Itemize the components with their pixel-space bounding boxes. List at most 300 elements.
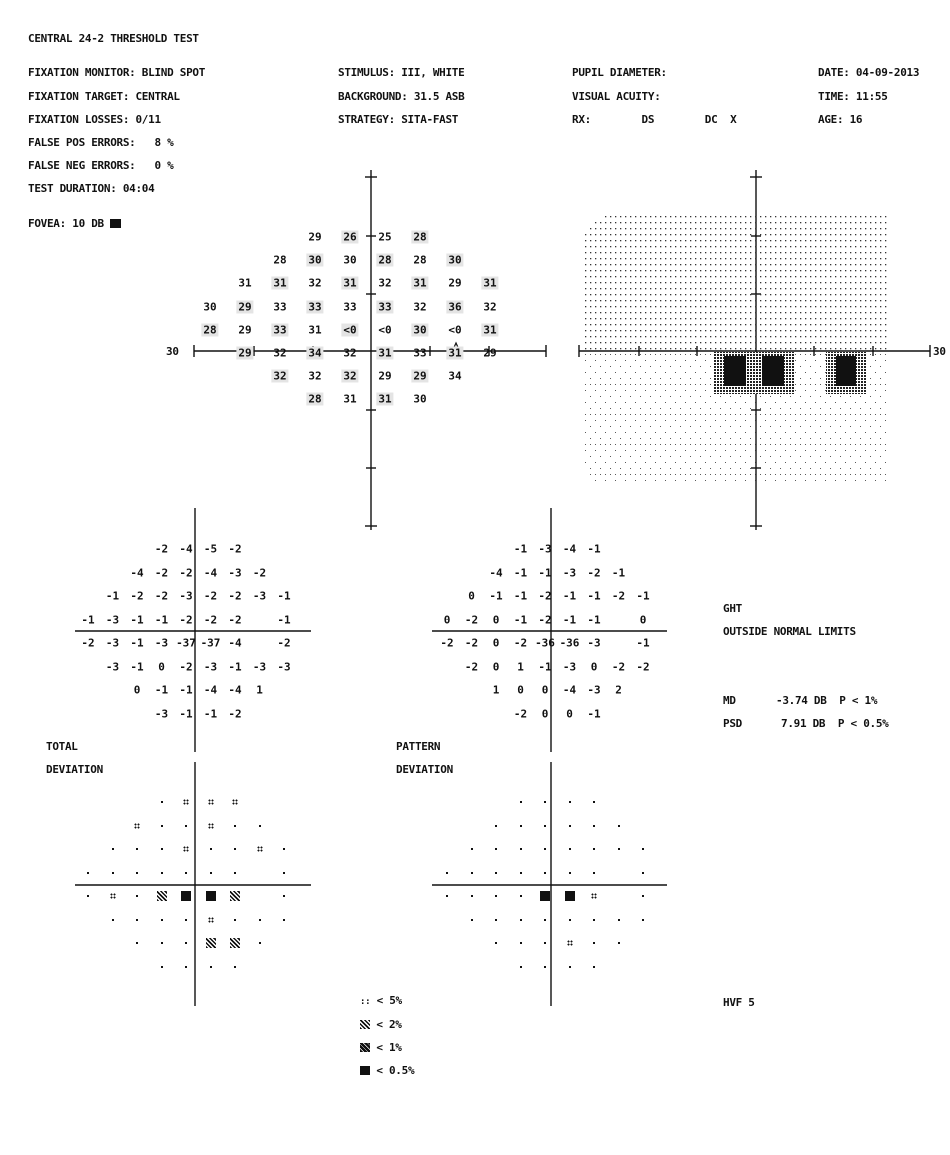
dot-icon [157, 797, 167, 807]
grid-value: 0 [517, 683, 524, 697]
grid-value: -36 [535, 636, 555, 650]
grid-value: -2 [154, 589, 169, 603]
grid-value: -2 [587, 566, 601, 579]
grid-value: -2 [636, 660, 650, 673]
grid-value: -2 [203, 589, 218, 603]
p5-icon [206, 797, 216, 807]
dot-icon [442, 868, 452, 878]
dot-icon [206, 868, 216, 878]
dot-icon [83, 868, 93, 878]
grid-value: -2 [228, 589, 242, 603]
dot-icon [108, 844, 118, 854]
grid-value: -3 [154, 707, 169, 720]
dot-icon [181, 915, 191, 925]
grid-value: 0 [492, 636, 500, 650]
dot-icon [132, 844, 142, 854]
grid-value: 1 [517, 660, 524, 673]
grid-value: -3 [562, 566, 577, 579]
dot-icon [230, 915, 240, 925]
legend-item-1: < 1% [360, 1041, 402, 1055]
dot-icon [181, 821, 191, 831]
dot-icon [589, 844, 599, 854]
grid-value: -2 [464, 660, 479, 673]
grid-value: 33 [308, 300, 322, 314]
grid-value: 2 [615, 683, 622, 697]
p05-icon [206, 891, 216, 901]
stimulus: STIMULUS: III, WHITE [338, 66, 465, 79]
p2-icon [230, 938, 240, 948]
dot-icon [108, 915, 118, 925]
grid-value: 34 [308, 346, 322, 360]
solid-square-icon [360, 1066, 370, 1075]
dot-icon [516, 844, 526, 854]
grid-value: -2 [277, 636, 291, 650]
grid-value: -4 [562, 683, 577, 697]
grid-value: 0 [468, 589, 475, 603]
dot-icon [491, 821, 501, 831]
dot-icon [614, 844, 624, 854]
dot-icon [255, 821, 265, 831]
background: BACKGROUND: 31.5 ASB [338, 90, 465, 103]
dot-icon [157, 821, 167, 831]
grid-value: -1 [513, 542, 528, 556]
grid-value: 30 [203, 300, 217, 314]
p5-icon [181, 797, 191, 807]
test-duration: TEST DURATION: 04:04 [28, 182, 155, 195]
p05-icon [565, 891, 575, 901]
grid-value: -3 [228, 566, 242, 579]
grid-value: -1 [562, 589, 577, 603]
grid-value: 29 [378, 369, 392, 383]
grid-value: -1 [587, 542, 601, 556]
grid-value: 28 [378, 253, 392, 267]
grid-value: -1 [538, 566, 552, 579]
grid-value: -4 [203, 683, 218, 697]
dot-icon [516, 915, 526, 925]
dot-icon [132, 938, 142, 948]
grid-value: 0 [158, 660, 165, 673]
grid-value: -3 [105, 613, 120, 626]
grid-value: -2 [81, 636, 95, 650]
p5-icon [132, 821, 142, 831]
md-label: MD [723, 694, 736, 707]
dot-icon [491, 938, 501, 948]
grid-value: 29 [238, 323, 252, 337]
grid-value: -2 [130, 589, 144, 603]
fovea-value: FOVEA: 10 DB [28, 217, 121, 231]
grid-value: -2 [611, 589, 626, 603]
visual-acuity: VISUAL ACUITY: [572, 90, 661, 103]
dot-icon [516, 962, 526, 972]
grid-value: -2 [228, 613, 242, 626]
rx: RX: DS DC X [572, 113, 737, 126]
grid-value: -2 [464, 636, 479, 650]
total-label: TOTAL [46, 740, 78, 753]
grid-value: 30 [343, 253, 357, 267]
grid-value: -1 [105, 589, 120, 603]
grid-value: -3 [105, 636, 120, 650]
grid-value: -3 [562, 660, 577, 673]
psd-value: 7.91 DB P < 0.5% [781, 717, 889, 730]
grayscale-axis-label-right: 30 [933, 345, 946, 358]
grid-value: 36 [448, 300, 462, 314]
p5-icon [108, 891, 118, 901]
grid-value: 30 [448, 253, 462, 267]
grid-value: -2 [440, 636, 454, 650]
dot-icon [565, 868, 575, 878]
dot-icon [565, 915, 575, 925]
grid-value: 26 [343, 230, 357, 244]
grid-value: 33 [378, 300, 392, 314]
dot-icon [255, 938, 265, 948]
p5-icon [565, 938, 575, 948]
grid-value: 30 [413, 323, 427, 337]
dot-icon [157, 844, 167, 854]
dot-icon [540, 821, 550, 831]
dot-icon [181, 938, 191, 948]
grid-value: -1 [587, 589, 601, 603]
p5-icon [206, 915, 216, 925]
p5-icon [206, 821, 216, 831]
grid-value: 0 [443, 613, 451, 626]
grid-value: 31 [343, 392, 357, 406]
grid-value: -1 [203, 707, 218, 720]
dot-icon [467, 844, 477, 854]
grid-value: -1 [587, 613, 601, 626]
grid-value: -3 [252, 660, 267, 673]
dot-icon [491, 915, 501, 925]
grid-value: -2 [464, 613, 479, 626]
grid-value: -3 [587, 636, 601, 650]
dot-icon [132, 868, 142, 878]
dot-icon [157, 868, 167, 878]
dot-icon [181, 868, 191, 878]
dense-checker-icon [360, 1043, 370, 1052]
grid-value: -2 [179, 566, 193, 579]
dot-icon [565, 821, 575, 831]
grid-value: -3 [105, 660, 120, 673]
grid-value: -1 [228, 660, 242, 673]
p5-icon [230, 797, 240, 807]
dot-icon [516, 797, 526, 807]
grid-value: -1 [587, 707, 601, 720]
grid-value: 28 [273, 253, 287, 267]
grid-value: 0 [590, 660, 598, 673]
grid-value: 28 [413, 230, 427, 244]
grid-value: 31 [378, 346, 392, 360]
dot-icon [540, 962, 550, 972]
grid-value: 33 [413, 346, 427, 360]
dot-icon [181, 962, 191, 972]
dot-icon [206, 962, 216, 972]
dot-icon [614, 915, 624, 925]
grid-value: 29 [238, 300, 252, 314]
grid-value: 34 [448, 369, 462, 383]
grid-value: -1 [154, 613, 169, 626]
grid-value: <0 [343, 323, 357, 337]
dot-icon [614, 938, 624, 948]
dot-icon [516, 938, 526, 948]
dot-icon [565, 797, 575, 807]
dot-icon [442, 891, 452, 901]
strategy: STRATEGY: SITA-FAST [338, 113, 459, 126]
grid-value: 0 [492, 613, 500, 626]
grid-value: 29 [413, 369, 427, 383]
dot-icon [157, 915, 167, 925]
grid-value: 0 [492, 660, 500, 673]
grid-value: -4 [228, 636, 242, 650]
dot-icon [540, 797, 550, 807]
grid-value: 1 [256, 683, 263, 697]
grid-value: -5 [203, 542, 218, 556]
fixation-target: FIXATION TARGET: CENTRAL [28, 90, 180, 103]
test-title: CENTRAL 24-2 THRESHOLD TEST [28, 32, 199, 45]
patient-age: AGE: 16 [818, 113, 863, 126]
grid-value: -3 [252, 589, 267, 603]
dot-icon [467, 891, 477, 901]
grid-value: -2 [611, 660, 626, 673]
p5-icon [255, 844, 265, 854]
dot-icon [132, 891, 142, 901]
grid-value: 28 [203, 323, 217, 337]
pattern-deviation-label: DEVIATION [396, 763, 453, 776]
dot-icon [589, 797, 599, 807]
grid-value: <0 [448, 323, 462, 337]
dot-icon [540, 915, 550, 925]
grid-value: -2 [228, 707, 242, 720]
dot-icon [638, 844, 648, 854]
grid-value: -1 [130, 613, 144, 626]
dot-icon [589, 821, 599, 831]
grid-value: 32 [413, 300, 427, 314]
grid-value: -3 [154, 636, 169, 650]
grid-value: 31 [238, 276, 252, 290]
grid-value: -1 [179, 707, 193, 720]
ght-title: GHT [723, 602, 742, 615]
p2-icon [157, 891, 167, 901]
grid-value: -1 [81, 613, 95, 626]
grid-value: -2 [203, 613, 218, 626]
dot-icon [638, 868, 648, 878]
grid-value: -1 [130, 636, 144, 650]
dot-icon [157, 962, 167, 972]
dot-icon [279, 891, 289, 901]
grid-value: -4 [179, 542, 193, 556]
pattern-label: PATTERN [396, 740, 441, 753]
grid-value: -1 [513, 613, 528, 626]
fixation-monitor: FIXATION MONITOR: BLIND SPOT [28, 66, 206, 79]
dot-icon [589, 938, 599, 948]
grid-value: 32 [343, 346, 357, 360]
grid-value: -2 [228, 542, 242, 556]
grid-value: 1 [492, 683, 500, 697]
grid-value: -2 [154, 542, 169, 556]
grid-value: -1 [277, 613, 291, 626]
dot-icon [589, 915, 599, 925]
grid-value: 29 [483, 346, 497, 360]
grid-value: -37 [176, 636, 196, 650]
dot-icon [230, 962, 240, 972]
md-value: -3.74 DB P < 1% [776, 694, 878, 707]
dot-icon [255, 915, 265, 925]
grid-value: 0 [541, 683, 549, 697]
grid-value: -1 [636, 636, 650, 650]
grid-value: -2 [513, 707, 528, 720]
psd-label: PSD [723, 717, 742, 730]
grid-value: -3 [538, 542, 552, 556]
grid-value: 30 [308, 253, 322, 267]
grid-value: -2 [513, 636, 528, 650]
grid-value: 32 [308, 276, 322, 290]
grid-value: 33 [273, 323, 287, 337]
grid-value: -1 [636, 589, 650, 603]
dot-icon [467, 868, 477, 878]
dot-icon [491, 891, 501, 901]
grid-value: 30 [413, 392, 427, 406]
p5-icon [181, 844, 191, 854]
dot-icon [589, 868, 599, 878]
dot-icon [516, 821, 526, 831]
grid-value: <0 [378, 323, 392, 337]
dot-icon [108, 868, 118, 878]
dot-icon [565, 962, 575, 972]
p5-icon [589, 891, 599, 901]
grid-value: 33 [273, 300, 287, 314]
grid-value: -4 [489, 566, 503, 579]
grid-value: -1 [538, 660, 552, 673]
grid-value: 32 [308, 369, 322, 383]
grid-value: -3 [179, 589, 193, 603]
grid-value: -2 [179, 613, 193, 626]
dot-icon [589, 962, 599, 972]
grid-value: -1 [130, 660, 144, 673]
false-pos-errors: FALSE POS ERRORS: 8 % [28, 136, 174, 149]
p05-icon [181, 891, 191, 901]
grid-value: -4 [130, 566, 144, 579]
total-deviation-label: DEVIATION [46, 763, 103, 776]
dot-icon [230, 868, 240, 878]
dot-icon [230, 844, 240, 854]
grid-value: 31 [308, 323, 322, 337]
grid-value: -3 [203, 660, 218, 673]
grid-value: -2 [538, 613, 552, 626]
dot-icon [83, 891, 93, 901]
legend-item-5: :: < 5% [360, 994, 402, 1007]
grid-value: 32 [273, 346, 287, 360]
grid-value: -4 [562, 542, 577, 556]
dot-icon [491, 868, 501, 878]
grid-value: -1 [562, 613, 577, 626]
hvf-version: HVF 5 [723, 996, 755, 1009]
p2-icon [230, 891, 240, 901]
grid-value: 0 [566, 707, 573, 720]
grid-value: -1 [513, 566, 528, 579]
dot-icon [540, 938, 550, 948]
grid-value: -1 [513, 589, 528, 603]
grid-value: 0 [639, 613, 647, 626]
grid-value: 31 [413, 276, 427, 290]
grid-value: -3 [587, 683, 601, 697]
ght-value: OUTSIDE NORMAL LIMITS [723, 625, 856, 638]
grid-value: 33 [343, 300, 357, 314]
grid-value: 31 [343, 276, 357, 290]
dots-4-icon: :: [360, 997, 371, 1007]
threshold-axis-label-left: 30 [166, 345, 179, 358]
grid-value: 32 [483, 300, 497, 314]
grid-value: 29 [448, 276, 462, 290]
dot-icon [279, 844, 289, 854]
grid-value: 31 [273, 276, 287, 290]
grid-value: 31 [448, 346, 462, 360]
dot-icon [540, 868, 550, 878]
dot-icon [230, 821, 240, 831]
grid-value: 32 [343, 369, 357, 383]
grid-value: 28 [308, 392, 322, 406]
grid-value: -2 [154, 566, 169, 579]
grid-value: 0 [133, 683, 141, 697]
grid-value: 25 [378, 230, 392, 244]
grid-value: 29 [308, 230, 322, 244]
grid-value: -4 [203, 566, 218, 579]
grid-value: 29 [238, 346, 252, 360]
fixation-losses: FIXATION LOSSES: 0/11 [28, 113, 161, 126]
dot-icon [614, 821, 624, 831]
pupil-diameter: PUPIL DIAMETER: [572, 66, 667, 79]
dot-icon [638, 915, 648, 925]
dot-icon [279, 915, 289, 925]
grid-value: 31 [483, 276, 497, 290]
legend-item-2: < 2% [360, 1018, 402, 1032]
dot-icon [279, 868, 289, 878]
grayscale-map [585, 216, 886, 481]
grid-value: -1 [154, 683, 169, 697]
dot-icon [132, 915, 142, 925]
false-neg-errors: FALSE NEG ERRORS: 0 % [28, 159, 174, 172]
grid-value: -1 [611, 566, 626, 579]
dot-icon [540, 844, 550, 854]
grid-value: -2 [252, 566, 267, 579]
test-time: TIME: 11:55 [818, 90, 888, 103]
dot-icon [206, 844, 216, 854]
dot-icon [516, 868, 526, 878]
checker-icon [360, 1020, 370, 1029]
grid-value: -4 [228, 683, 242, 697]
p2-icon [206, 938, 216, 948]
grid-value: -2 [538, 589, 552, 603]
grid-value: -1 [179, 683, 193, 697]
dot-icon [467, 915, 477, 925]
grid-value: 0 [541, 707, 549, 720]
grid-value: 28 [413, 253, 427, 267]
grid-value: 32 [378, 276, 392, 290]
test-date: DATE: 04-09-2013 [818, 66, 920, 79]
legend-item-05: < 0.5% [360, 1064, 414, 1078]
grid-value: -1 [277, 589, 291, 603]
dot-icon [491, 844, 501, 854]
grid-value: -36 [559, 636, 580, 650]
grid-value: -1 [489, 589, 503, 603]
p05-icon [540, 891, 550, 901]
dot-icon [516, 891, 526, 901]
dot-icon [638, 891, 648, 901]
dot-icon [565, 844, 575, 854]
grid-value: -3 [277, 660, 291, 673]
grid-value: -2 [179, 660, 193, 673]
grid-value: 31 [483, 323, 497, 337]
dot-icon [157, 938, 167, 948]
grid-value: -37 [200, 636, 221, 650]
grid-value: 32 [273, 369, 287, 383]
